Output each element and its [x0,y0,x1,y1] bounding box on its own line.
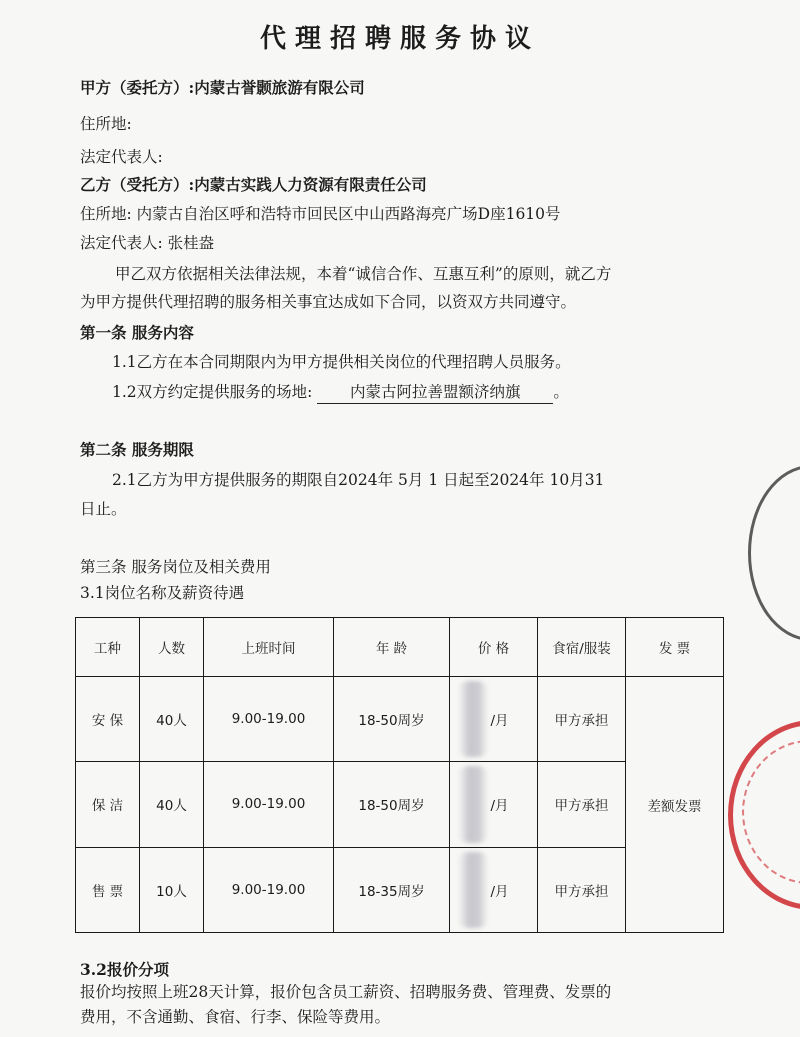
party-a-representative: 法定代表人: [80,148,163,166]
table-row [76,677,724,762]
age-cell: 18-35周岁 [334,847,450,932]
clause-2-1-continued: 日止。 [80,500,127,518]
intro-line-2: 为甲方提供代理招聘的服务相关事宜达成如下合同，以资双方共同遵守。 [80,293,577,311]
age-cell: 18-50周岁 [334,677,450,762]
header-cell: 工种 [76,618,140,677]
header-cell: 人数 [140,618,204,677]
board-cell: 甲方承担 [538,677,626,762]
clause-1-2 [112,380,569,404]
price-cell [450,762,538,847]
work-hours-cell: 9.00-19.00 [204,762,334,847]
job-type-cell: 保 洁 [76,762,140,847]
clause-3-1-heading: 3.1岗位名称及薪资待遇 [80,584,245,602]
positions-table [75,617,724,933]
header-cell: 上班时间 [204,618,334,677]
party-a-label: 甲方（委托方）: [80,78,195,97]
clause-1-1: 1.1乙方在本合同期限内为甲方提供相关岗位的代理招聘人员服务。 [112,353,571,371]
article-2-heading: 第二条 服务期限 [80,440,194,459]
clause-1-2-prefix: 1.2双方约定提供服务的场地: [112,383,313,401]
article-3-heading: 第三条 服务岗位及相关费用 [80,558,271,576]
article-1-heading: 第一条 服务内容 [80,323,194,342]
price-cell [450,847,538,932]
clause-3-2-line-1: 报价均按照上班28天计算，报价包含员工薪资、招聘服务费、管理费、发票的 [80,983,612,1001]
header-cell: 发 票 [626,618,724,677]
party-a-line [80,76,365,98]
party-a-address: 住所地: [80,115,132,133]
party-b-label: 乙方（受托方）: [80,175,195,194]
headcount-cell: 10人 [140,847,204,932]
job-type-cell: 安 保 [76,677,140,762]
clause-2-1: 2.1乙方为甲方提供服务的期限自2024年 5月 1 日起至2024年 10月31 [112,471,605,489]
redaction-blur [458,766,488,842]
headcount-cell: 40人 [140,677,204,762]
header-cell: 食宿/服装 [538,618,626,677]
service-location-value: 内蒙古阿拉善盟额济纳旗 [317,380,553,404]
board-cell: 甲方承担 [538,762,626,847]
price-cell [450,677,538,762]
price-unit: /月 [490,883,509,900]
party-a-name: 内蒙古誉颢旅游有限公司 [194,78,365,97]
redaction-blur [458,681,488,757]
clause-1-2-suffix: 。 [553,383,569,401]
party-b-name: 内蒙古实践人力资源有限责任公司 [194,175,427,194]
invoice-cell: 差额发票 [626,677,724,933]
age-cell: 18-50周岁 [334,762,450,847]
price-unit: /月 [490,713,509,730]
work-hours-cell: 9.00-19.00 [204,677,334,762]
header-cell: 价 格 [450,618,538,677]
header-cell: 年 龄 [334,618,450,677]
clause-3-2-line-2: 费用，不含通勤、食宿、行李、保险等费用。 [80,1008,391,1026]
party-b-line [80,173,427,195]
board-cell: 甲方承担 [538,847,626,932]
party-b-representative: 法定代表人: 张桂盎 [80,234,215,252]
clause-3-2-heading: 3.2报价分项 [80,960,169,979]
redaction-blur [458,852,488,928]
intro-line-1: 甲乙双方依据相关法律法规，本着“诚信合作、互惠互利”的原则，就乙方 [115,265,612,283]
price-unit: /月 [490,798,509,815]
headcount-cell: 40人 [140,762,204,847]
work-hours-cell: 9.00-19.00 [204,847,334,932]
company-seal-stamp [748,465,800,641]
job-type-cell: 售 票 [76,847,140,932]
document-title: 代理招聘服务协议 [259,24,540,54]
table-header-row [76,618,724,677]
party-b-address: 住所地: 内蒙古自治区呼和浩特市回民区中山西路海亮广场D座1610号 [80,205,561,223]
